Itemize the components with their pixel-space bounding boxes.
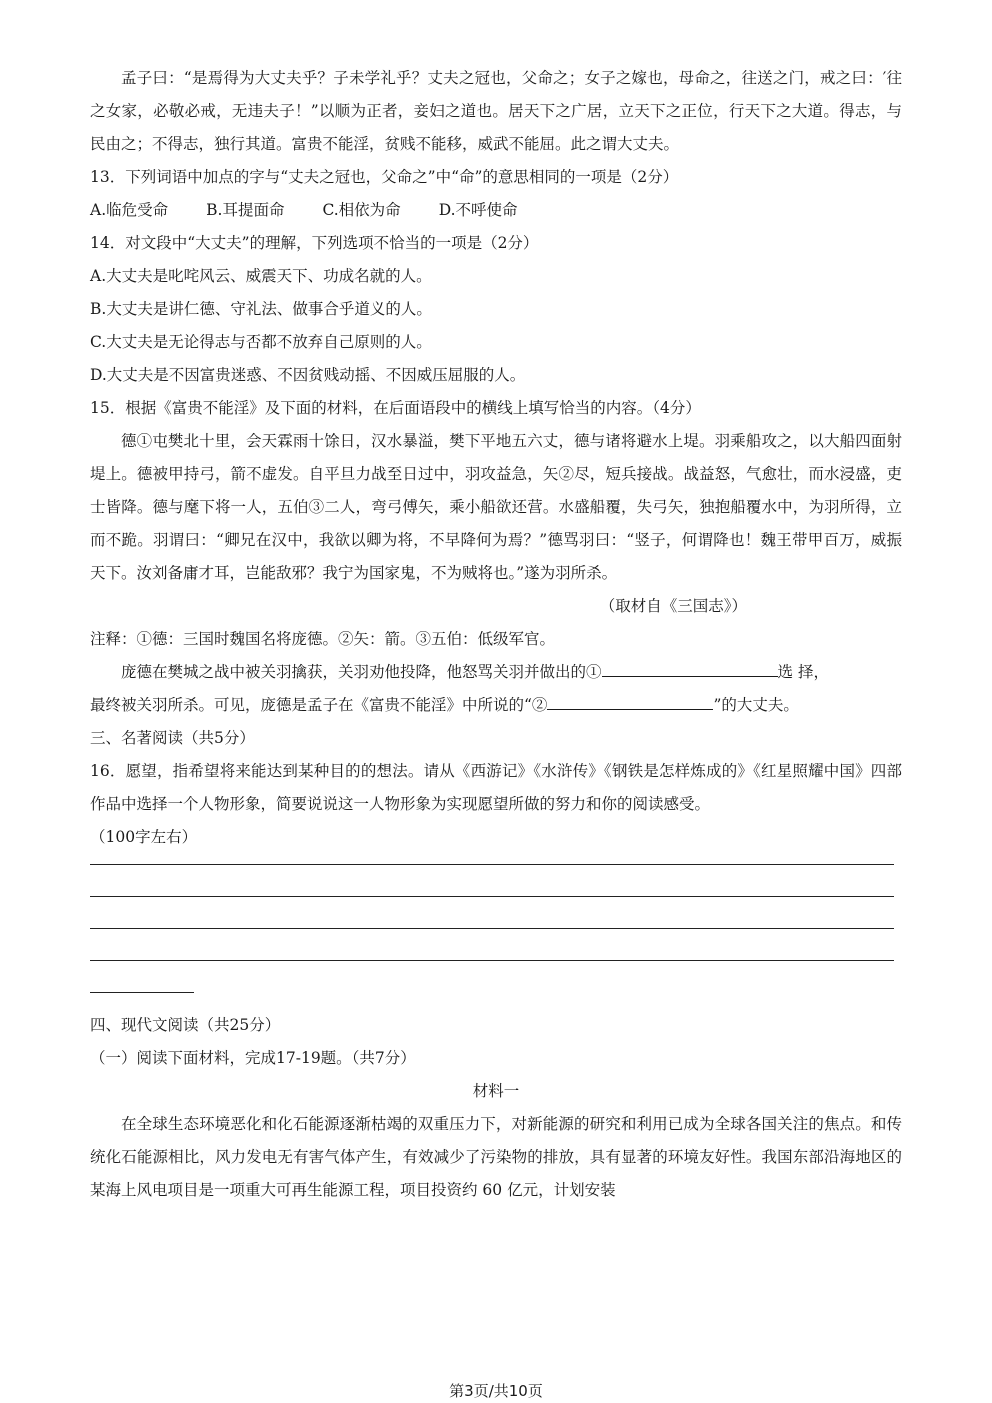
- answer-line[interactable]: [90, 928, 894, 929]
- section-3-heading: 三、名著阅读（共5分）: [90, 729, 255, 747]
- material-text: 在全球生态环境恶化和化石能源逐渐枯竭的双重压力下，对新能源的研究和利用已成为全球各国关注的焦点。和传统化石能源相比，风力发电无有害气体产生，有效减少了污染物的排放，具有显著的环境友好性。我国东部沿海地区的某海上风电项目是一项重大可再生能源工程，项目投资约 60 亿元，计划安装: [90, 1115, 902, 1199]
- answer-line[interactable]: [90, 896, 894, 897]
- answer-line[interactable]: [90, 864, 894, 865]
- question-13-stem: 13．下列词语中加点的字与“丈夫之冠也，父命之”中“命”的意思相同的一项是（2分）: [90, 168, 679, 186]
- sanguozhi-passage: 德①屯樊北十里，会天霖雨十馀日，汉水暴溢，樊下平地五六丈，德与诸将避水上堤。羽乘船攻之，以大船四面射堤上。德被甲持弓，箭不虚发。自平旦力战至日过中，羽攻益急，矢②尽，短兵接战。战益怒，气愈壮，而水浸盛，吏士皆降。德与麾下将一人，五伯③二人，弯弓傅矢，乘小船欲还营。水盛船覆，失弓矢，独抱船覆水中，为羽所得，立而不跪。羽谓曰：“卿兄在汉中，我欲以卿为将，不早降何为焉？”德骂羽曰：“竖子，何谓降也！魏王带甲百万，威振天下。汝刘备庸才耳，岂能敌邪？我宁为国家鬼，不为贼将也。”遂为羽所杀。: [90, 432, 902, 582]
- question-15-stem: 15．根据《富贵不能淫》及下面的材料，在后面语段中的横线上填写恰当的内容。（4分）: [90, 399, 701, 417]
- exam-page: [90, 62, 902, 1207]
- answer-blank-1[interactable]: [602, 658, 778, 677]
- question-14-stem: 14．对文段中“大丈夫”的理解，下列选项不恰当的一项是（2分）: [90, 234, 539, 252]
- fill-text-1: 庞德在樊城之战中被关羽擒获，关羽劝他投降，他怒骂关羽并做出的①: [121, 663, 602, 681]
- fill-text-3: 最终被关羽所杀。可见，庞德是孟子在《富贵不能淫》中所说的“②: [90, 696, 548, 714]
- q14-option-d: D.大丈夫是不因富贵迷惑、不因贫贱动摇、不因威压屈服的人。: [90, 366, 526, 384]
- fill-in-paragraph-cont: [90, 689, 902, 722]
- passage-source: （取材自《三国志》）: [599, 597, 747, 615]
- q13-option-d: D.不呼使命: [438, 201, 518, 219]
- q13-option-c: C.相依为命: [322, 201, 401, 219]
- question-13-options: [90, 194, 902, 227]
- part-1-heading: （一）阅读下面材料，完成17-19题。（共7分）: [90, 1049, 416, 1067]
- fill-in-paragraph: [90, 656, 902, 689]
- question-16-stem: 16．愿望，指希望将来能达到某种目的的想法。请从《西游记》《水浒传》《钢铁是怎样炼成的》《红星照耀中国》四部作品中选择一个人物形象，简要说说这一人物形象为实现愿望所做的努力和你的阅读感受。: [90, 762, 902, 813]
- answer-line[interactable]: [90, 960, 894, 961]
- section-4-heading: 四、现代文阅读（共25分）: [90, 1016, 281, 1034]
- q13-option-a: A.临危受命: [90, 201, 169, 219]
- answer-blank-2[interactable]: [547, 691, 713, 710]
- q14-option-b: B.大丈夫是讲仁德、守礼法、做事合乎道义的人。: [90, 300, 432, 318]
- page-footer: 第3页/共10页: [449, 1382, 543, 1400]
- answer-line[interactable]: [90, 992, 194, 993]
- question-16-word-count: （100字左右）: [90, 828, 198, 846]
- fill-text-2: 选 择，: [777, 663, 829, 681]
- q14-option-a: A.大丈夫是叱咤风云、威震天下、功成名就的人。: [90, 267, 432, 285]
- passage-notes: 注释：①德：三国时魏国名将庞德。②矢：箭。③五伯：低级军官。: [90, 630, 556, 648]
- mencius-passage: 孟子曰：“是焉得为大丈夫乎？子未学礼乎？丈夫之冠也，父命之；女子之嫁也，母命之，往送之门，戒之曰：′往之女家，必敬必戒，无违夫子！”以顺为正者，妾妇之道也。居天下之广居，立天下之正位，行天下之大道。得志，与民由之；不得志，独行其道。富贵不能淫，贫贱不能移，威武不能屈。此之谓大丈夫。: [90, 69, 902, 153]
- fill-text-4: ”的大丈夫。: [713, 696, 799, 714]
- material-title: 材料一: [472, 1082, 520, 1100]
- answer-lines[interactable]: [90, 864, 902, 993]
- q14-option-c: C.大丈夫是无论得志与否都不放弃自己原则的人。: [90, 333, 432, 351]
- q13-option-b: B.耳提面命: [206, 201, 285, 219]
